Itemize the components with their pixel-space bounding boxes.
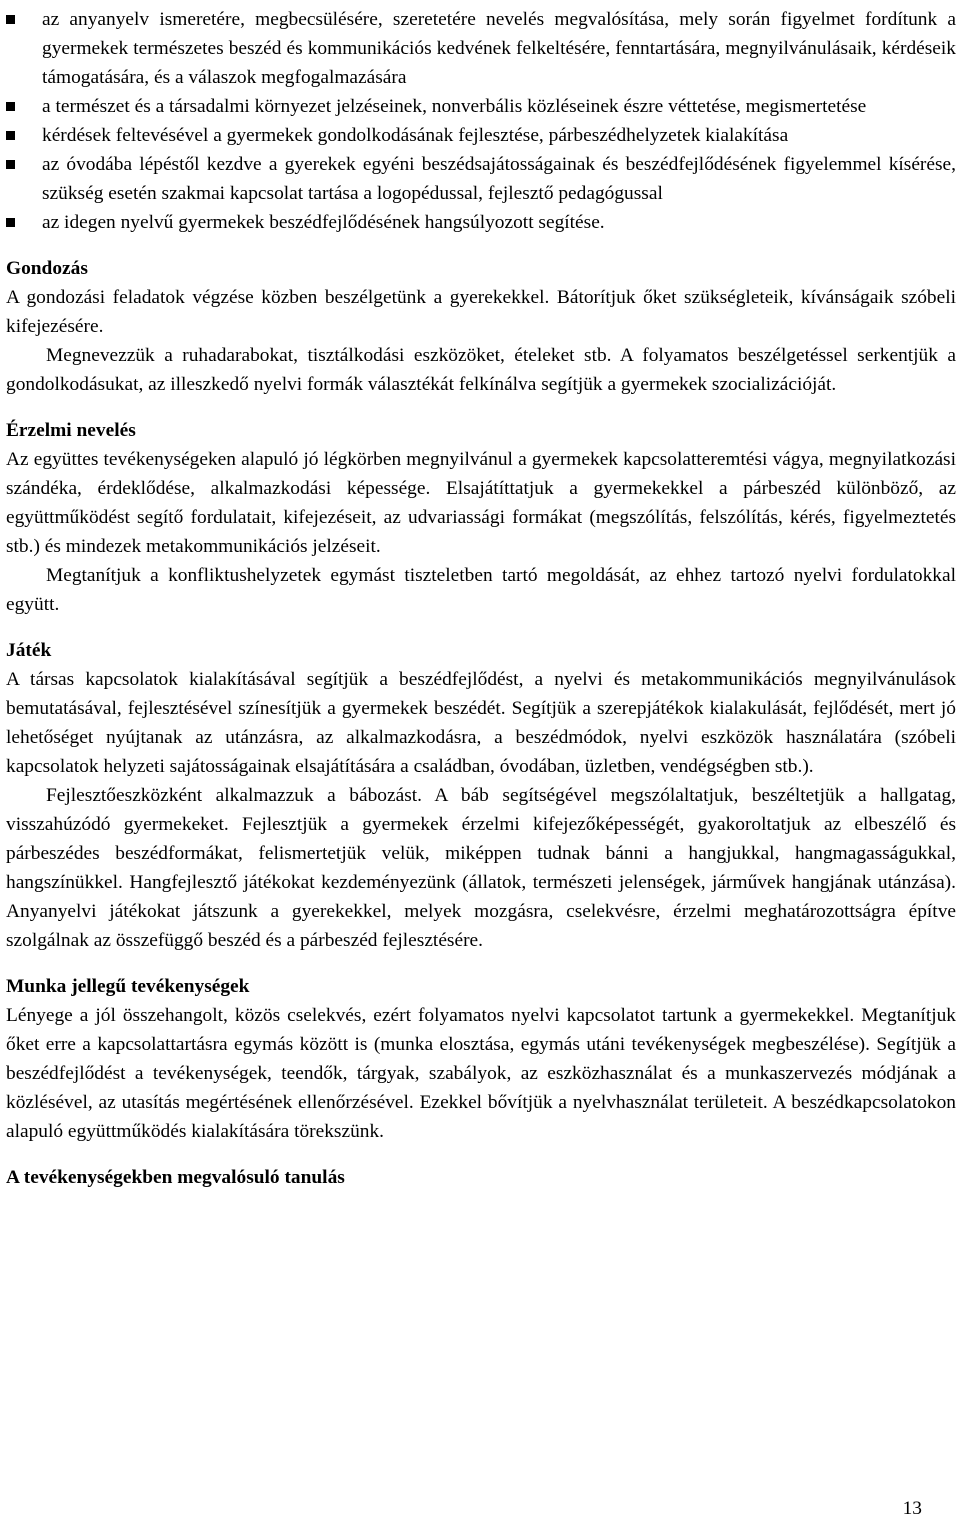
square-bullet-icon xyxy=(6,218,15,227)
bullet-text: kérdések feltevésével a gyermekek gondolkodásának fejlesztése, párbeszédhelyzetek kialakítása xyxy=(42,125,789,146)
square-bullet-icon xyxy=(6,15,15,24)
list-item xyxy=(6,92,956,121)
bullet-text: az idegen nyelvű gyermekek beszédfejlődésének hangsúlyozott segítése. xyxy=(42,212,605,233)
document-page xyxy=(6,5,956,1192)
square-bullet-icon xyxy=(6,131,15,140)
page-number: 13 xyxy=(902,1498,922,1519)
paragraph: Fejlesztőeszközként alkalmazzuk a bábozást. A báb segítségével megszólaltatjuk, beszéltetjük a hallgatag, visszahúzódó gyermekeket. Fejlesztjük a gyermekek érzelmi kifejezőképességét, gyakoroltatjuk az elbeszélő és párbeszédes beszédformákat, felismertetjük velük, miképpen tudnak bánni a hangjukkal, hangmagasságukkal, hangszínükkel. Hangfejlesztő játékokat kezdeményezünk (állatok, természeti jelenségek, járművek hangjának utánzása). Anyanyelvi játékokat játszunk a gyerekekkel, melyek mozgásra, cselekvésre, érzelmi meghatározottságra építve szolgálnak az összefüggő beszéd és a párbeszéd fejlesztésére. xyxy=(6,785,956,951)
paragraph: Megtanítjuk a konfliktushelyzetek egymást tiszteletben tartó megoldását, az ehhez tartozó nyelvi fordulatokkal együtt. xyxy=(6,565,956,615)
bullet-text: az óvodába lépéstől kezdve a gyerekek egyéni beszédsajátosságainak és beszédfejlődésének figyelemmel kísérése, szükség esetén szakmai kapcsolat tartása a logopédussal, fejlesztő pedagógussal xyxy=(42,154,956,204)
square-bullet-icon xyxy=(6,102,15,111)
section-heading-munka: Munka jellegű tevékenységek xyxy=(6,976,250,997)
bullet-text: a természet és a társadalmi környezet jelzéseinek, nonverbális közléseinek észre véttetése, megismertetése xyxy=(42,96,867,117)
section-heading-erzelmi-neveles: Érzelmi nevelés xyxy=(6,420,136,441)
list-item xyxy=(6,121,956,150)
section-heading-tanulas: A tevékenységekben megvalósuló tanulás xyxy=(6,1167,345,1188)
paragraph: A gondozási feladatok végzése közben beszélgetünk a gyerekekkel. Bátorítjuk őket szükségleteik, kívánságaik szóbeli kifejezésére. xyxy=(6,287,956,337)
intro-bullet-list xyxy=(6,5,956,237)
paragraph: A társas kapcsolatok kialakításával segítjük a beszédfejlődést, a nyelvi és metakommunikációs megnyilvánulások bemutatásával, fejlesztésével színesítjük a gyermekek beszédét. Segítjük a szerepjátékok kialakulását, fejlődését, mert jó lehetőséget nyújtanak az utánzásra, az alkalmazkodásra, a beszédmódok, nyelvi eszközök használatára (szóbeli kapcsolatok helyzeti sajátosságainak elsajátítására a családban, óvodában, üzletben, vendégségben stb.). xyxy=(6,669,956,777)
section-heading-gondozas: Gondozás xyxy=(6,258,88,279)
bullet-text: az anyanyelv ismeretére, megbecsülésére, szeretetére nevelés megvalósítása, mely során figyelmet fordítunk a gyermekek természetes beszéd és kommunikációs kedvének felkeltésére, fenntartására, megnyilvánulásaik, kérdéseik támogatására, és a válaszok megfogalmazására xyxy=(42,9,956,88)
list-item xyxy=(6,5,956,92)
section-heading-jatek: Játék xyxy=(6,640,52,661)
square-bullet-icon xyxy=(6,160,15,169)
list-item xyxy=(6,150,956,208)
paragraph: Az együttes tevékenységeken alapuló jó légkörben megnyilvánul a gyermekek kapcsolatteremtési vágya, megnyilatkozási szándéka, érdeklődése, alkalmazkodási képessége. Elsajátíttatjuk a gyermekekkel a párbeszéd különböző, az együttműködést segítő fordulatait, kifejezéseit, az udvariassági formákat (megszólítás, felszólítás, kérés, figyelmeztetés stb.) és mindezek metakommunikációs jelzéseit. xyxy=(6,449,956,557)
paragraph: Megnevezzük a ruhadarabokat, tisztálkodási eszközöket, ételeket stb. A folyamatos beszélgetéssel serkentjük a gondolkodásukat, az illeszkedő nyelvi formák választékát felkínálva segítjük a gyermekek szocializációját. xyxy=(6,345,956,395)
list-item xyxy=(6,208,956,237)
paragraph: Lényege a jól összehangolt, közös cselekvés, ezért folyamatos nyelvi kapcsolatot tartunk a gyermekekkel. Megtanítjuk őket erre a kapcsolattartásra egymás között is (munka elosztása, egymás utáni tevékenységek megbeszélése). Segítjük a beszédfejlődést a tevékenységek, teendők, tárgyak, szabályok, az eszközhasználat és a munkaszervezés módjának a közlésével, az utasítás megértésének ellenőrzésével. Ezekkel bővítjük a nyelvhasználat területeit. A beszédkapcsolatokon alapuló együttműködés kialakítására törekszünk. xyxy=(6,1005,956,1142)
